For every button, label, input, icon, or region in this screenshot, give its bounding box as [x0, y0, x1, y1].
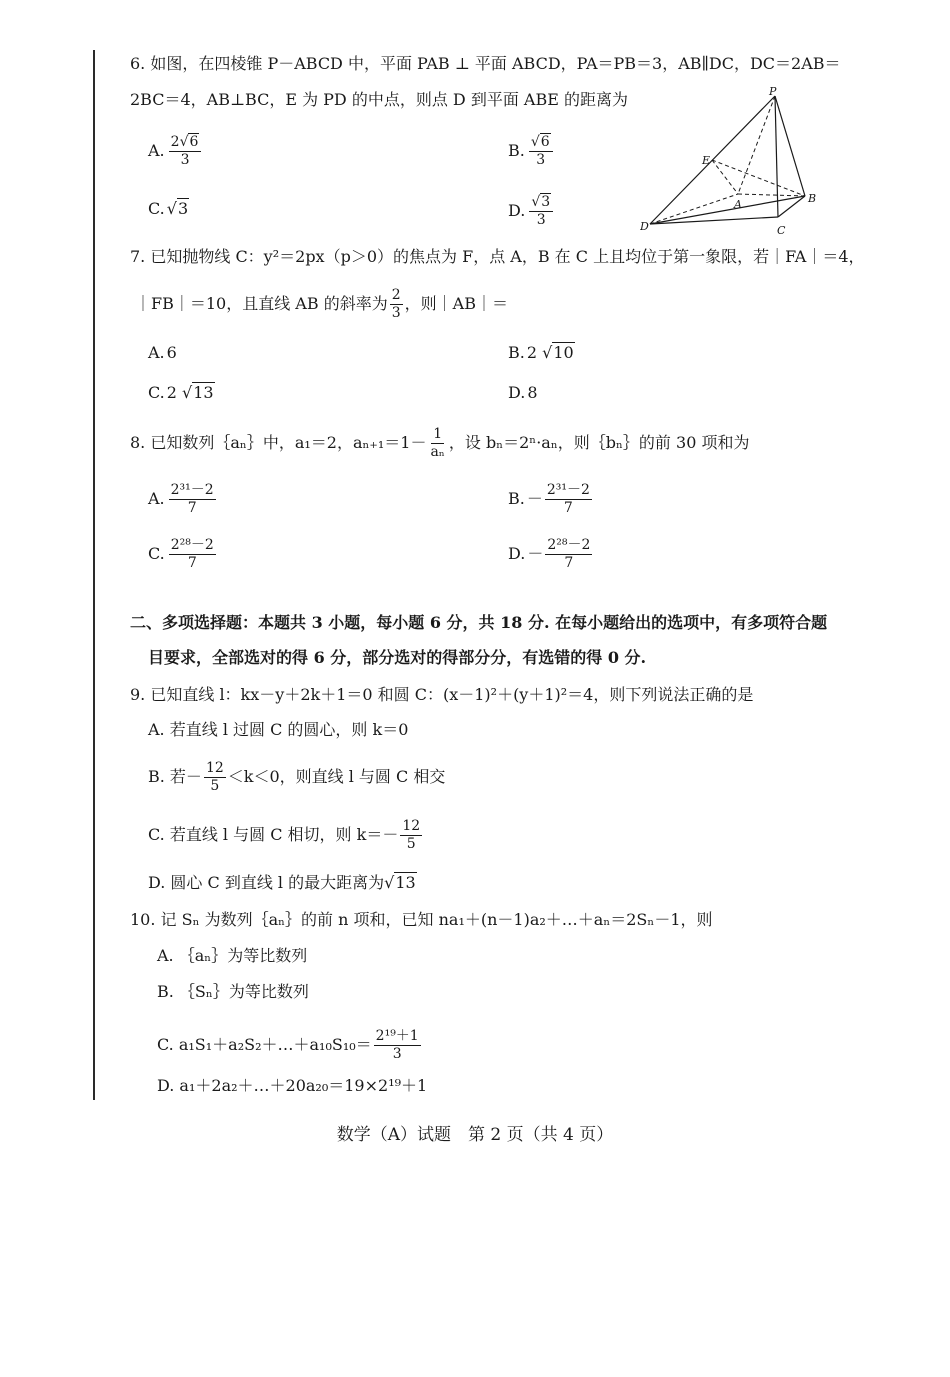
label-p: P	[769, 85, 777, 98]
left-margin-rule	[93, 50, 95, 1100]
q7-stem-line1: 7. 已知抛物线 C：y²＝2px（p＞0）的焦点为 F，点 A，B 在 C 上且均位于第一象限，若｜FA｜＝4，	[130, 247, 865, 266]
q8-option-b[interactable]: B. － $\frac{\text{2³¹－2}}{7}$	[508, 482, 590, 516]
edge-ea	[712, 160, 738, 194]
q7-option-b[interactable]: B. 2 √10	[508, 343, 574, 362]
section2-heading-line1: 二、多项选择题：本题共 3 小题，每小题 6 分，共 18 分. 在每小题给出的选项中，有多项符合题	[130, 613, 828, 632]
q10-stem: 10. 记 Sₙ 为数列｛aₙ｝的前 n 项和，已知 na₁＋(n－1)a₂＋…＋aₙ＝2Sₙ－1，则	[130, 910, 713, 929]
q10-option-d[interactable]: D. a₁＋2a₂＋…＋20a₂₀＝19×2¹⁹＋1	[157, 1076, 428, 1095]
q10-option-a[interactable]: A. ｛aₙ｝为等比数列	[157, 946, 308, 965]
q7-slope-fraction: $\frac{2}{3}$	[391, 287, 401, 321]
q6-b-fraction: $\frac{√6}{3}$	[529, 134, 553, 169]
q6-option-a[interactable]: A. $\frac{2√6}{3}$	[148, 134, 203, 169]
label-b: B	[808, 192, 817, 205]
q8-stem-fraction: $\frac{1}{\text{aₙ}}$	[430, 426, 445, 460]
q6-option-d[interactable]: D. $\frac{√3}{3}$	[508, 194, 555, 229]
q8-option-a[interactable]: A. $\frac{\text{2³¹－2}}{7}$	[148, 482, 214, 516]
q6-stem-line1: 6. 如图，在四棱锥 P－ABCD 中，平面 PAB ⊥ 平面 ABCD，PA＝PB＝3，AB∥DC，DC＝2AB＝	[130, 54, 841, 73]
q10-option-b[interactable]: B. ｛Sₙ｝为等比数列	[157, 982, 309, 1001]
q9-option-b[interactable]: B. 若－ $\frac{12}{5}$ ＜k＜0，则直线 l 与圆 C 相交	[148, 760, 446, 794]
q6-option-c[interactable]: C. √3	[148, 199, 189, 218]
q9-stem: 9. 已知直线 l：kx－y＋2k＋1＝0 和圆 C：(x－1)²＋(y＋1)²＝4，则下列说法正确的是	[130, 685, 754, 704]
edge-pc	[775, 96, 778, 217]
q8-option-c[interactable]: C. $\frac{\text{2²⁸－2}}{7}$	[148, 537, 214, 571]
edge-ab	[738, 194, 805, 196]
q6-option-b[interactable]: B. $\frac{√6}{3}$	[508, 134, 555, 169]
q8-stem: 8. 已知数列｛aₙ｝中，a₁＝2，aₙ₊₁＝1－ $\frac{1}{\text{aₙ}}$ ，设 bₙ＝2ⁿ·aₙ，则｛bₙ｝的前 30 项和为	[130, 426, 750, 460]
q8-option-d[interactable]: D. － $\frac{\text{2²⁸－2}}{7}$	[508, 537, 591, 571]
q7-option-d[interactable]: D. 8	[508, 383, 538, 402]
q9-option-d[interactable]: D. 圆心 C 到直线 l 的最大距离为√13	[148, 873, 416, 892]
q9-option-a[interactable]: A. 若直线 l 过圆 C 的圆心，则 k＝0	[148, 720, 409, 739]
section2-heading-line2: 目要求，全部选对的得 6 分，部分选对的得部分分，有选错的得 0 分.	[148, 648, 647, 667]
q9-option-c[interactable]: C. 若直线 l 与圆 C 相切，则 k＝－ $\frac{12}{5}$	[148, 818, 421, 852]
edge-pa	[738, 96, 775, 194]
q6-d-fraction: $\frac{√3}{3}$	[529, 194, 553, 229]
q10-option-c[interactable]: C. a₁S₁＋a₂S₂＋…＋a₁₀S₁₀＝ $\frac{\text{2¹⁹＋1}}{3}$	[157, 1028, 419, 1062]
q6-a-fraction: $\frac{2√6}{3}$	[169, 134, 202, 169]
label-a: A	[734, 198, 742, 211]
label-d: D	[640, 220, 649, 233]
label-e: E	[702, 154, 711, 167]
pyramid-figure	[640, 84, 820, 240]
page-footer: 数学（A）试题 第 2 页（共 4 页）	[336, 1125, 614, 1145]
q7-option-a[interactable]: A. 6	[148, 343, 177, 362]
q7-option-c[interactable]: C. 2 √13	[148, 383, 214, 402]
edge-pb	[775, 96, 805, 196]
q6-stem-line2: 2BC＝4，AB⊥BC，E 为 PD 的中点，则点 D 到平面 ABE 的距离为	[130, 90, 629, 109]
edge-cb	[778, 196, 805, 217]
q7-stem-line2: ｜FB｜＝10，且直线 AB 的斜率为 $\frac{2}{3}$ ，则｜AB｜＝	[135, 287, 508, 321]
label-c: C	[777, 224, 786, 237]
